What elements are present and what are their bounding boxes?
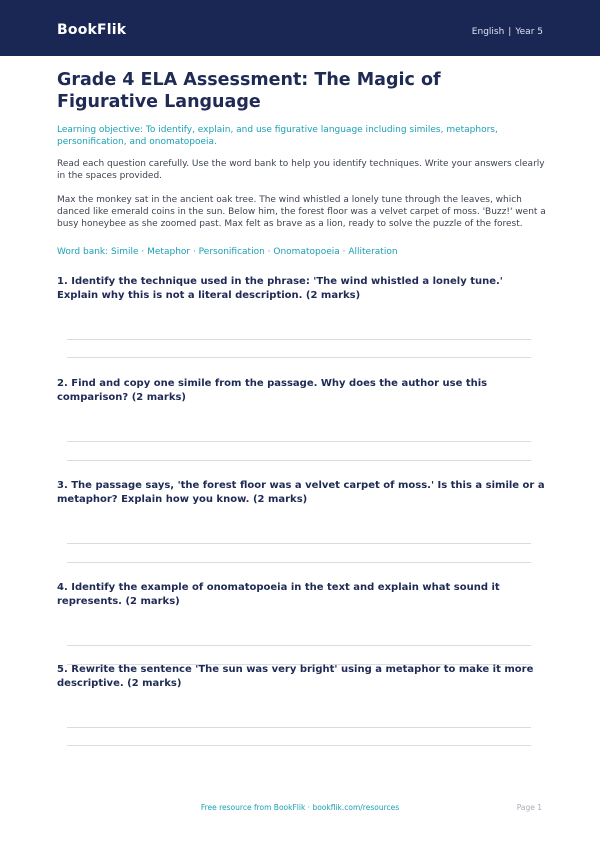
question-4: 4. Identify the example of onomatopoeia in the text and explain what sound it represents. (2 marks) [57,582,500,607]
year-label: Year 5 [515,27,543,37]
brand-logo: BookFlik [57,22,127,38]
header-separator: | [508,27,512,37]
answer-line[interactable] [67,543,531,544]
page-number: Page 1 [516,803,542,812]
footer-credit: Free resource from BookFlik · bookflik.com/resources [200,803,400,812]
answer-line[interactable] [67,745,531,746]
answer-line[interactable] [67,357,531,358]
subject-label: English [471,27,505,37]
answer-line[interactable] [67,645,531,646]
question-5: 5. Rewrite the sentence 'The sun was very bright' using a metaphor to make it more descriptive. (2 marks) [57,664,534,689]
instructions: Read each question carefully. Use the word bank to help you identify techniques. Write your answers clearly in the spaces provided. [57,159,545,181]
question-1: 1. Identify the technique used in the phrase: 'The wind whistled a lonely tune.' Explain why this is not a literal description. (2 marks) [57,276,503,301]
page-header [0,0,600,56]
learning-objective: Learning objective: To identify, explain, and use figurative language including similes, metaphors, personification, and onomatopoeia. [57,125,498,147]
answer-line[interactable] [67,727,531,728]
answer-line[interactable] [67,441,531,442]
word-bank: Word bank: Simile · Metaphor · Personification · Onomatopoeia · Alliteration [57,247,398,257]
page-title: Grade 4 ELA Assessment: The Magic of Figurative Language [57,70,441,112]
question-2: 2. Find and copy one simile from the passage. Why does the author use this comparison? (2 marks) [57,378,488,403]
answer-line[interactable] [67,460,531,461]
reading-passage: Max the monkey sat in the ancient oak tree. The wind whistled a lonely tune through the leaves, which danced like emerald coins in the sun. Below him, the forest floor was a velvet carpet of moss. 'Buzz!' went a busy honeybee as she zoomed past. Max felt as brave as a lion, ready to solve the puzzle of the forest. [57,195,546,229]
answer-line[interactable] [67,339,531,340]
header-meta [472,27,543,37]
answer-line[interactable] [67,562,531,563]
question-3: 3. The passage says, 'the forest floor was a velvet carpet of moss.' Is this a simile or a metaphor? Explain how you know. (2 marks) [57,480,545,505]
